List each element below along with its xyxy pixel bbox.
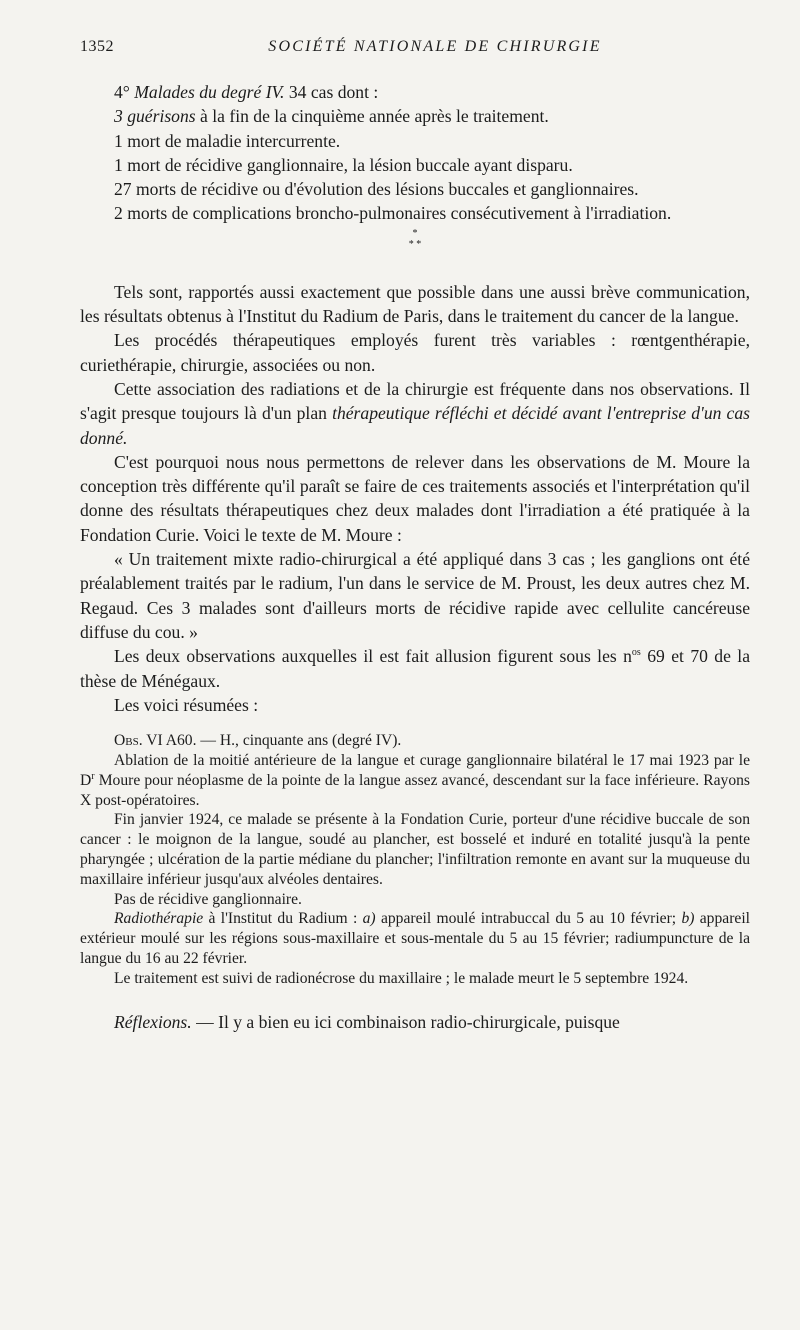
observation-paragraph bbox=[80, 751, 750, 810]
discussion-paragraph: Les procédés thérapeutiques employés furent très variables : rœntgenthérapie, curiethérapie, chirurgie, associées ou non. bbox=[80, 330, 750, 375]
paragraph-text: Ablation de la moitié antérieure de la langue et curage ganglionnaire bilatéral le 17 mai 1923 par le D bbox=[80, 751, 750, 789]
paragraph-text: appareil extérieur moulé sur les régions sous-maxillaire et sous-mentale du 5 au 15 février; radiumpuncture de la langue du 16 au 22 février. bbox=[80, 910, 750, 967]
quotation: « Un traitement mixte radio-chirurgical a été appliqué dans 3 cas ; les ganglions ont été préalablement traités par le radium, l'un dans le service de M. Proust, les deux autres chez M. Regaud. Ces 3 malades sont d'ailleurs morts de récidive rapide avec cellulite cancéreuse diffuse du cou. » bbox=[80, 549, 750, 642]
discussion-paragraph: Tels sont, rapportés aussi exactement que possible dans une aussi brève communication, les résultats obtenus à l'Institut du Radium de Paris, dans le traitement du cancer de la langue. bbox=[80, 281, 750, 327]
stats-line: 1 mort de maladie intercurrente. bbox=[114, 130, 341, 151]
running-title: SOCIÉTÉ NATIONALE DE CHIRURGIE bbox=[268, 38, 602, 55]
observation-paragraph bbox=[80, 909, 750, 968]
reflexions-paragraph bbox=[80, 1010, 750, 1034]
paragraph-text: appareil moulé intrabuccal du 5 au 10 février; bbox=[380, 910, 677, 928]
observation-paragraph: Le traitement est suivi de radionécrose du maxillaire ; le malade meurt le 5 septembre 1924. bbox=[114, 969, 689, 987]
stats-heading-number: 4° bbox=[114, 82, 130, 102]
page-number: 1352 bbox=[80, 38, 114, 55]
superscript: os bbox=[631, 647, 641, 659]
discussion-paragraph bbox=[80, 644, 750, 693]
observation-paragraph: Pas de récidive ganglionnaire. bbox=[114, 890, 302, 908]
stats-line: 1 mort de récidive ganglionnaire, la lésion buccale ayant disparu. bbox=[114, 154, 573, 175]
observation-block bbox=[80, 731, 750, 988]
observation-paragraph: Fin janvier 1924, ce malade se présente à la Fondation Curie, porteur d'une récidive buccale de son cancer : le moignon de la langue, soudé au plancher, est bosselé et induré en totalité jusqu'à la pente pharyngée ; ulcération de la partie médiane du plancher; l'infiltration remonte en avant sur la muqueuse du maxillaire inférieur jusqu'aux alvéoles dentaires. bbox=[80, 811, 750, 888]
superscript: r bbox=[91, 770, 95, 782]
stats-heading-title: Malades du degré IV. bbox=[134, 82, 285, 102]
paragraph-italic: a) bbox=[362, 910, 376, 928]
discussion-paragraph bbox=[80, 377, 750, 450]
paragraph-text: Les deux observations auxquelles il est fait allusion figurent sous les n bbox=[114, 646, 632, 667]
paragraph-italic: b) bbox=[681, 910, 695, 928]
observation-heading bbox=[80, 731, 750, 751]
page-body bbox=[80, 80, 750, 1035]
paragraph-text: 69 et 70 de la thèse de Ménégaux. bbox=[80, 646, 751, 691]
observation-patient: — H., cinquante ans (degré IV). bbox=[200, 732, 402, 750]
stats-line: 2 morts de complications broncho-pulmonaires consécutivement à l'irradiation. bbox=[114, 203, 672, 224]
asterism-bottom: * * bbox=[408, 238, 422, 250]
reflexions-label: Réflexions. bbox=[114, 1012, 192, 1033]
reflexions-text: — Il y a bien eu ici combinaison radio-chirurgicale, puisque bbox=[196, 1012, 620, 1033]
asterism-separator bbox=[80, 226, 750, 280]
asterism-top: * bbox=[412, 227, 418, 239]
paragraph-text: à l'Institut du Radium : bbox=[208, 910, 358, 928]
paragraph-text: Moure pour néoplasme de la pointe de la langue assez avancé, descendant sur la face inférieure. Rayons X post-opératoires. bbox=[80, 771, 750, 809]
observation-label: Obs. VI A60. bbox=[114, 732, 197, 750]
stats-line: 27 morts de récidive ou d'évolution des lésions buccales et ganglionnaires. bbox=[114, 179, 639, 200]
discussion-paragraph: Les voici résumées : bbox=[114, 694, 259, 715]
stats-cures: 3 guérisons bbox=[114, 106, 196, 127]
stats-cures-text: à la fin de la cinquième année après le traitement. bbox=[200, 106, 549, 127]
paragraph-text: Cette association des radiations et de la chirurgie est fréquente dans nos observations. Il s'agit presque toujours là d'un plan bbox=[80, 378, 750, 424]
paragraph-italic: Radiothérapie bbox=[114, 910, 204, 928]
stats-heading-count: 34 cas dont : bbox=[288, 82, 379, 102]
paragraph-italic: thérapeutique réfléchi et décidé avant l'entreprise d'un cas donné. bbox=[80, 403, 750, 448]
stats-heading bbox=[80, 80, 750, 104]
page-header bbox=[80, 38, 750, 60]
discussion-paragraph: C'est pourquoi nous nous permettons de relever dans les observations de M. Moure la conception très différente qu'il paraît se faire de ces traitements associés et l'interprétation qu'il donne des résultats thérapeutiques chez deux malades dont l'irradiation a été pratiquée à la Fondation Curie. Voici le texte de M. Moure : bbox=[80, 451, 750, 545]
stats-line bbox=[80, 104, 750, 128]
